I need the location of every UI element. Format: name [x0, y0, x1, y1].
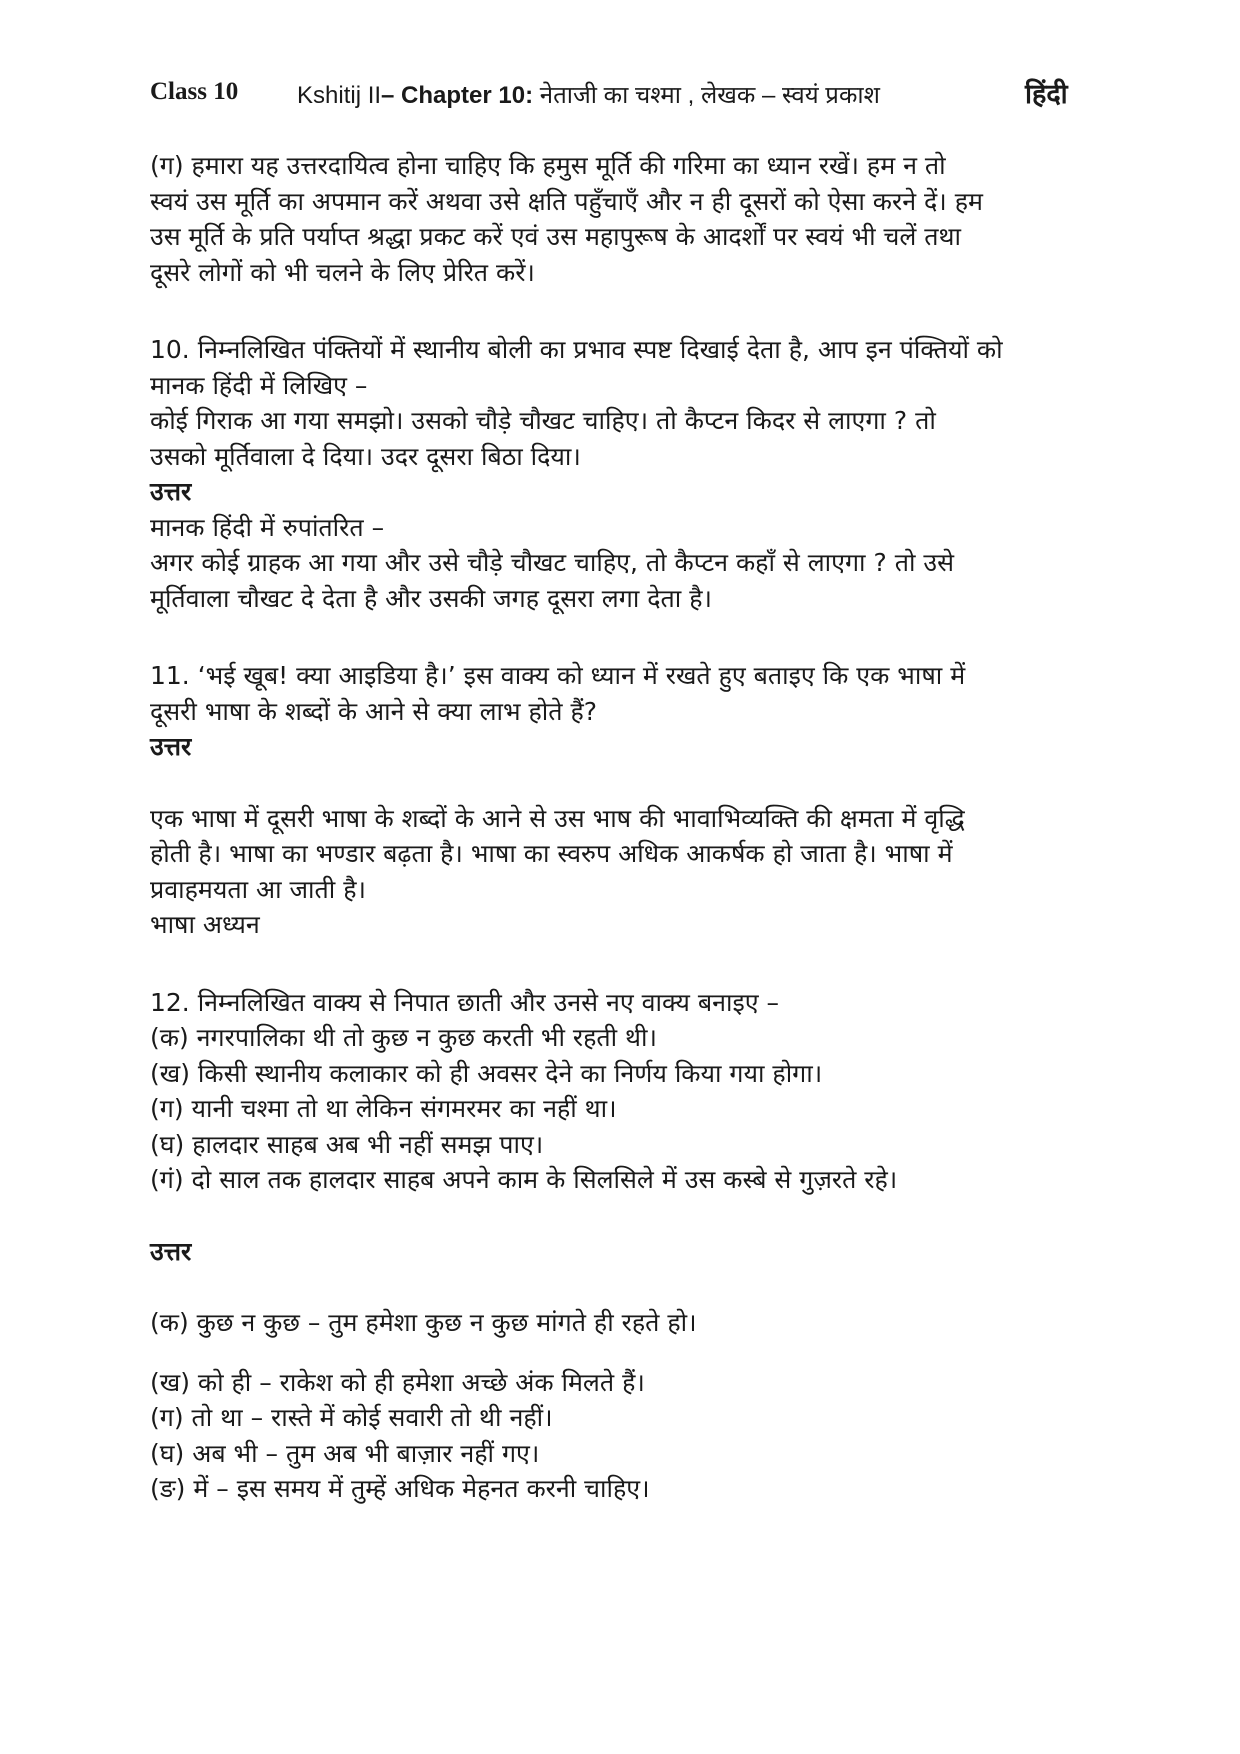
- chapter-number: – Chapter 10:: [381, 82, 534, 109]
- question-line: 10. निम्नलिखित पंक्तियों में स्थानीय बोली का प्रभाव स्पष्ट दिखाई देता है, आप इन पंक्तियों को: [150, 335, 1003, 364]
- text-line: दूसरे लोगों को भी चलने के लिए प्रेरित करें।: [150, 257, 535, 287]
- subject-label: हिंदी: [1025, 79, 1068, 109]
- answer-line: एक भाषा में दूसरी भाषा के शब्दों के आने से उस भाष की भावाभिव्यक्ति की क्षमता में वृद्धि: [150, 803, 965, 833]
- answer-line: (ख) को ही – राकेश को ही हमेशा अच्छे अंक मिलते हैं।: [150, 1367, 645, 1397]
- question-line: उसको मूर्तिवाला दे दिया। उदर दूसरा बिठा दिया।: [150, 441, 581, 471]
- question-line: 12. निम्नलिखित वाक्य से निपात छाती और उनसे नए वाक्य बनाइए –: [150, 987, 780, 1017]
- question-line: (ख) किसी स्थानीय कलाकार को ही अवसर देने का निर्णय किया गया होगा।: [150, 1058, 823, 1088]
- question-12: [150, 985, 1100, 1507]
- class-label: Class 10: [150, 78, 239, 105]
- question-line: (क) नगरपालिका थी तो कुछ न कुछ करती भी रहती थी।: [150, 1023, 657, 1052]
- answer-label: उत्तर: [150, 1236, 192, 1266]
- answer-line: (घ) अब भी – तुम अब भी बाज़ार नहीं गए।: [150, 1438, 540, 1468]
- text-line: स्वयं उस मूर्ति का अपमान करें अथवा उसे क्षति पहुँचाएँ और न ही दूसरों को ऐसा करने दें। हम: [150, 186, 983, 216]
- chapter-title: नेताजी का चश्मा , लेखक – स्वयं प्रकाश: [533, 82, 880, 109]
- answer-line: अगर कोई ग्राहक आ गया और उसे चौड़े चौखट चाहिए, तो कैप्टन कहाँ से लाएगा ? तो उसे: [150, 548, 954, 577]
- question-line: (घ) हालदार साहब अब भी नहीं समझ पाए।: [150, 1129, 544, 1159]
- chapter-heading: [297, 78, 880, 111]
- answer-line: मानक हिंदी में रुपांतरित –: [150, 512, 385, 542]
- answer-line: मूर्तिवाला चौखट दे देता है और उसकी जगह दूसरा लगा देता है।: [150, 583, 712, 613]
- page-header: [150, 70, 1090, 114]
- answer-line: (क) कुछ न कुछ – तुम हमेशा कुछ न कुछ मांगते ही रहते हो।: [150, 1308, 697, 1337]
- book-name: Kshitij II: [297, 82, 382, 109]
- answer-g-paragraph: [150, 148, 1100, 290]
- question-line: कोई गिराक आ गया समझो। उसको चौड़े चौखट चाहिए। तो कैप्टन किदर से लाएगा ? तो: [150, 406, 936, 435]
- text-line: (ग) हमारा यह उत्तरदायित्व होना चाहिए कि हमुस मूर्ति की गरिमा का ध्यान रखें। हम न तो: [150, 151, 946, 180]
- question-line: (गं) दो साल तक हालदार साहब अपने काम के सिलसिले में उस कस्बे से गुज़रते रहे।: [150, 1165, 898, 1194]
- question-10: [150, 332, 1100, 616]
- answer-line: होती है। भाषा का भण्डार बढ़ता है। भाषा का स्वरुप अधिक आकर्षक हो जाता है। भाषा में: [150, 839, 953, 868]
- question-line: 11. ‘भई खूब! क्या आइडिया है।’ इस वाक्य को ध्यान में रखते हुए बताइए कि एक भाषा में: [150, 661, 966, 690]
- answer-line: (ग) तो था – रास्ते में कोई सवारी तो थी नहीं।: [150, 1403, 553, 1432]
- answer-line: (ङ) में – इस समय में तुम्हें अधिक मेहनत करनी चाहिए।: [150, 1474, 650, 1503]
- question-11: [150, 658, 1100, 943]
- question-line: मानक हिंदी में लिखिए –: [150, 370, 368, 400]
- question-line: (ग) यानी चश्मा तो था लेकिन संगमरमर का नहीं था।: [150, 1094, 617, 1123]
- answer-line: प्रवाहमयता आ जाती है।: [150, 874, 366, 904]
- section-heading: भाषा अध्यन: [150, 910, 260, 939]
- text-line: उस मूर्ति के प्रति पर्याप्त श्रद्धा प्रकट करें एवं उस महापुरूष के आदर्शों पर स्वयं भी चलें तथा: [150, 222, 961, 251]
- answer-label: उत्तर: [150, 732, 192, 761]
- question-line: दूसरी भाषा के शब्दों के आने से क्या लाभ होते हैं?: [150, 696, 598, 726]
- answer-label: उत्तर: [150, 477, 192, 506]
- document-body: [150, 148, 1100, 1507]
